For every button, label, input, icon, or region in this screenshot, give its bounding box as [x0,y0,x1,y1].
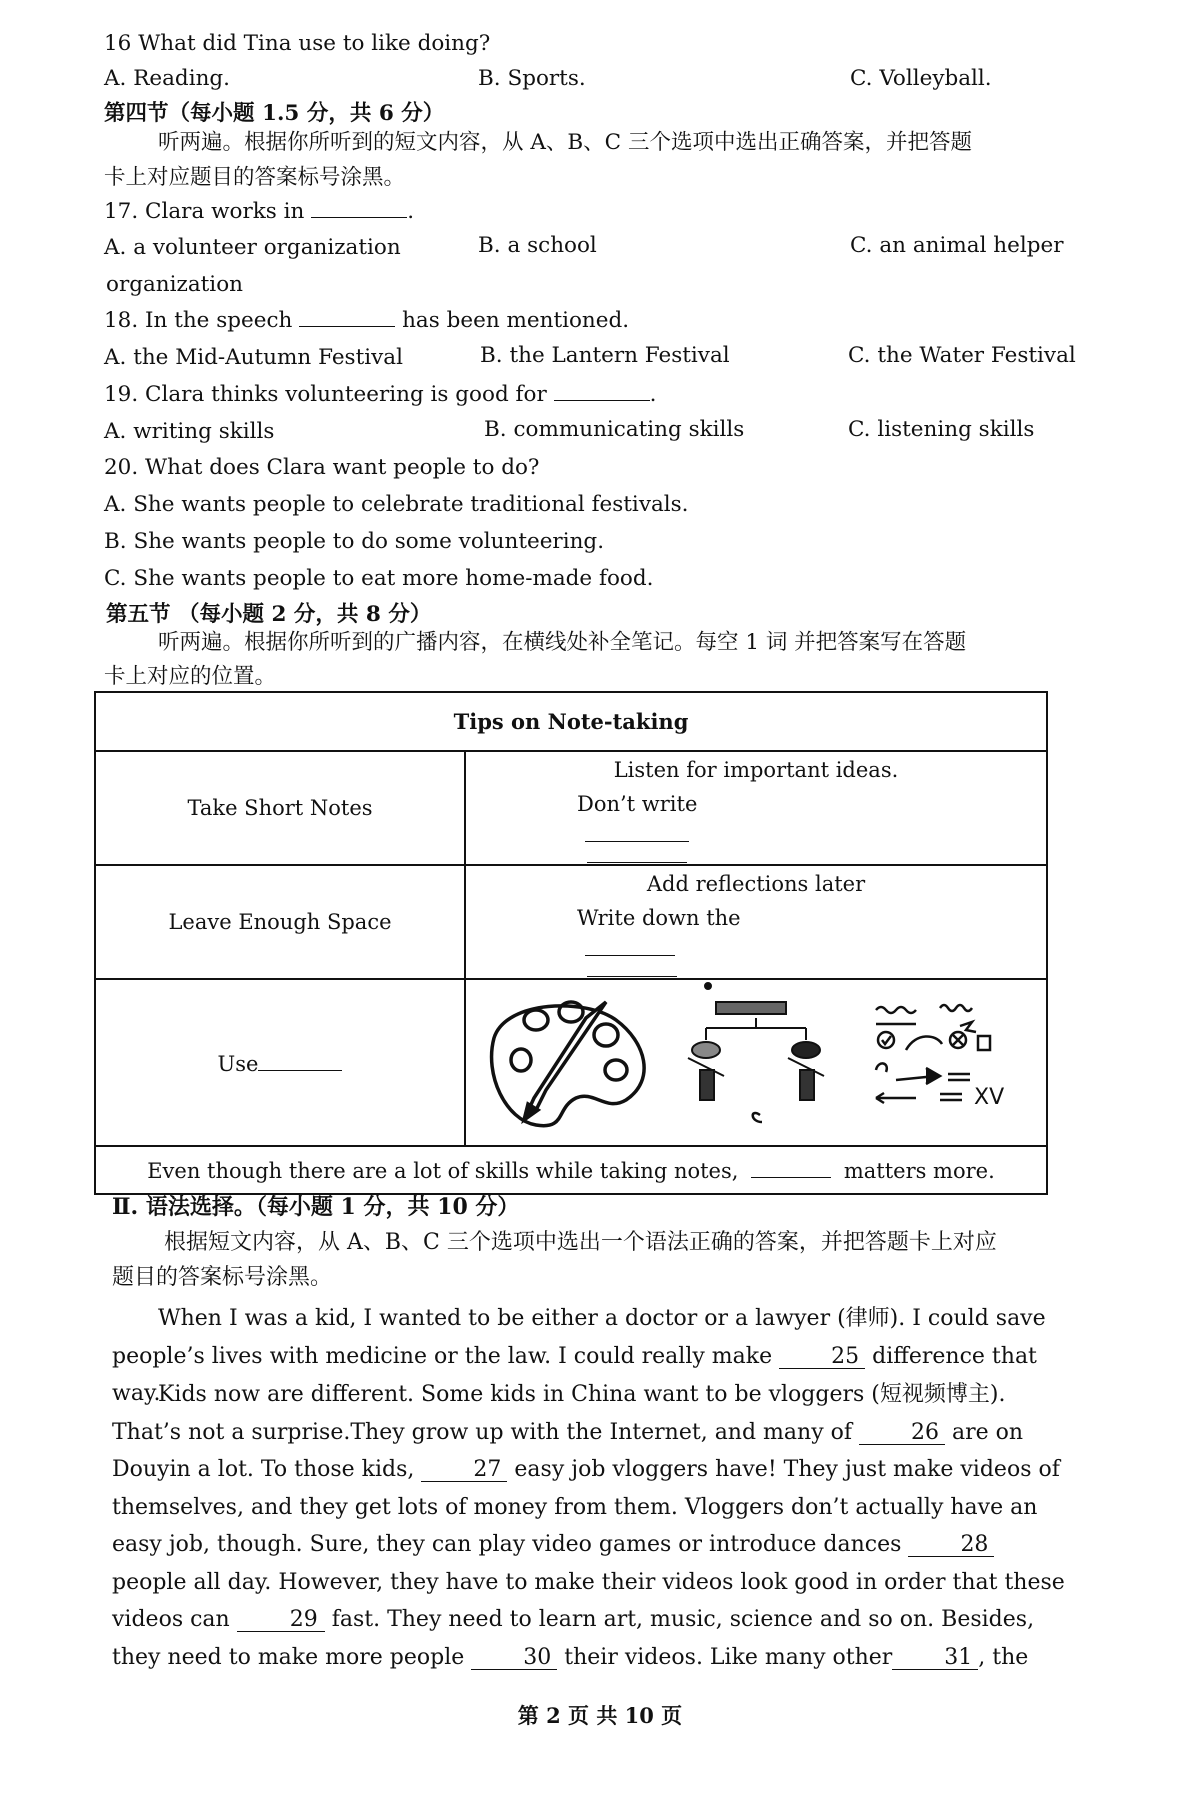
q20-option-c: C. She wants people to eat more home-made food. [104,566,654,591]
blank-29: 29 [237,1609,325,1632]
section4-instr-1: 听两遍。根据你所听到的短文内容，从 A、B、C 三个选项中选出正确答案，并把答题 [158,130,972,155]
q18-stem: 18. In the speech [104,308,293,333]
passage-p2-text-d: people all day. However, they have to make their videos look good in order that these videos can [112,1569,1065,1632]
section4-instr-2: 卡上对应题目的答案标号涂黑。 [104,165,406,190]
notes-row2-line1: Add reflections later [646,872,866,896]
section2-header: Ⅱ. 语法选择。（每小题 1 分，共 10 分） [112,1194,520,1220]
q19-option-c: C. listening skills [848,417,1035,442]
section5-instr-2: 卡上对应的位置。 [104,664,277,689]
q16-option-b: B. Sports. [478,66,586,91]
q17-option-a-cont: organization [106,272,243,297]
q16-option-c: C. Volleyball. [850,66,992,91]
notes-row1-line1: Listen for important ideas. [613,758,899,782]
notes-blank-4 [587,956,677,977]
q16-option-a: A. Reading. [104,66,231,91]
notes-row2-content [465,865,1047,979]
q18-option-b: B. the Lantern Festival [480,343,730,368]
passage-p2-text-f: their videos. Like many other [564,1644,893,1670]
q17-option-b: B. a school [478,233,597,258]
q18-option-a: A. the Mid-Autumn Festival [104,345,403,370]
blank-26: 26 [859,1422,945,1445]
notes-row2-write-down: Write down the [577,906,741,930]
page-footer: 第 2 页 共 10 页 [517,1703,683,1728]
palette-icon [492,1002,645,1126]
notes-blank-3 [585,935,675,956]
notes-row2-label: Leave Enough Space [95,865,465,979]
passage-p2-text-a: Kids now are different. Some kids in China want to be vloggers (短视频博主). That’s not a surprise.They grow up with the Internet, and many of [112,1382,1006,1445]
notes-table-title: Tips on Note-taking [95,692,1047,751]
symbols-icon [876,1005,1004,1110]
q19-option-a: A. writing skills [104,419,275,444]
notes-blank-2 [587,842,687,863]
notes-blank-5 [258,1050,342,1071]
notes-blank-1 [585,821,689,842]
notes-row4-text-a: Even though there are a lot of skills while taking notes, [147,1159,739,1183]
notes-table [94,691,1048,1195]
q20-option-b: B. She wants people to do some volunteering. [104,529,605,554]
passage-p2-text-c: easy job vloggers have! They just make videos of themselves, and they get lots of money from them. Vloggers don’t actually have an easy job, though. Sure, they can play video games or introduce dances [112,1457,1060,1557]
section5-header: 第五节 （每小题 2 分，共 8 分） [106,602,432,627]
notes-row4-text-b: matters more. [843,1159,995,1183]
q17-stem-line [104,197,414,227]
q20-option-a: A. She wants people to celebrate traditional festivals. [104,492,689,517]
section4-header: 第四节（每小题 1.5 分，共 6 分） [104,101,445,126]
blank-30: 30 [471,1647,557,1670]
q17-answer-blank [311,197,407,218]
q18-option-c: C. the Water Festival [848,343,1076,368]
passage-p2-text-e: fast. They need to learn art, music, science and so on. Besides, they need to make more people [112,1607,1035,1670]
section2-instr-2: 题目的答案标号涂黑。 [112,1265,333,1290]
q17-option-a: A. a volunteer organization [104,235,401,260]
svg-text:XV: XV [974,1085,1005,1110]
notes-row1-label: Take Short Notes [95,751,465,865]
q17-stem: 17. Clara works in [104,199,305,224]
passage-p1-text-b: difference that way. [112,1343,1037,1406]
q19-stem: 19. Clara thinks volunteering is good for [104,382,547,407]
blank-27: 27 [421,1459,507,1482]
passage-p2-text-g: , the [978,1644,1029,1670]
q18-rest: has been mentioned. [402,308,630,333]
notes-blank-6 [751,1157,831,1178]
notes-row2-line2 [467,901,1045,977]
q19-option-b: B. communicating skills [484,417,745,442]
section5-instr-1: 听两遍。根据你所听到的广播内容，在横线处补全笔记。每空 1 词 并把答案写在答题 [158,630,967,655]
q17-end: . [407,199,415,224]
passage-p1-text-a: When I was a kid, I wanted to be either a doctor or a lawyer (律师). I could save people’s lives with medicine or the law. I could really make [112,1306,1046,1369]
q17-option-c: C. an animal helper [850,233,1064,258]
q18-stem-line [104,306,629,336]
blank-28: 28 [908,1534,994,1557]
notes-row3-pictures [465,979,1047,1146]
q16-stem: 16 What did Tina use to like doing? [104,31,491,56]
q19-answer-blank [554,380,650,401]
q19-end: . [649,382,657,407]
passage-paragraph-2 [112,1376,1072,1676]
blank-31: 31 [892,1647,978,1670]
q18-answer-blank [299,306,395,327]
blank-25: 25 [779,1346,865,1369]
notes-row3-use: Use [217,1051,259,1076]
notes-row1-line2 [467,787,1045,863]
section2-instr-1: 根据短文内容，从 A、B、C 三个选项中选出一个语法正确的答案，并把答题卡上对应 [164,1230,997,1255]
q19-stem-line [104,380,656,410]
note-symbols-illustration [466,980,1046,1140]
q20-stem: 20. What does Clara want people to do? [104,455,540,480]
notes-row1-dont-write: Don’t write [577,792,698,816]
notes-row3-label [95,979,465,1146]
tree-diagram-icon [688,983,824,1122]
notes-row4-summary [95,1146,1047,1194]
passage-p2-text-b: are on Douyin a lot. To those kids, [112,1419,1024,1482]
notes-row1-content [465,751,1047,865]
